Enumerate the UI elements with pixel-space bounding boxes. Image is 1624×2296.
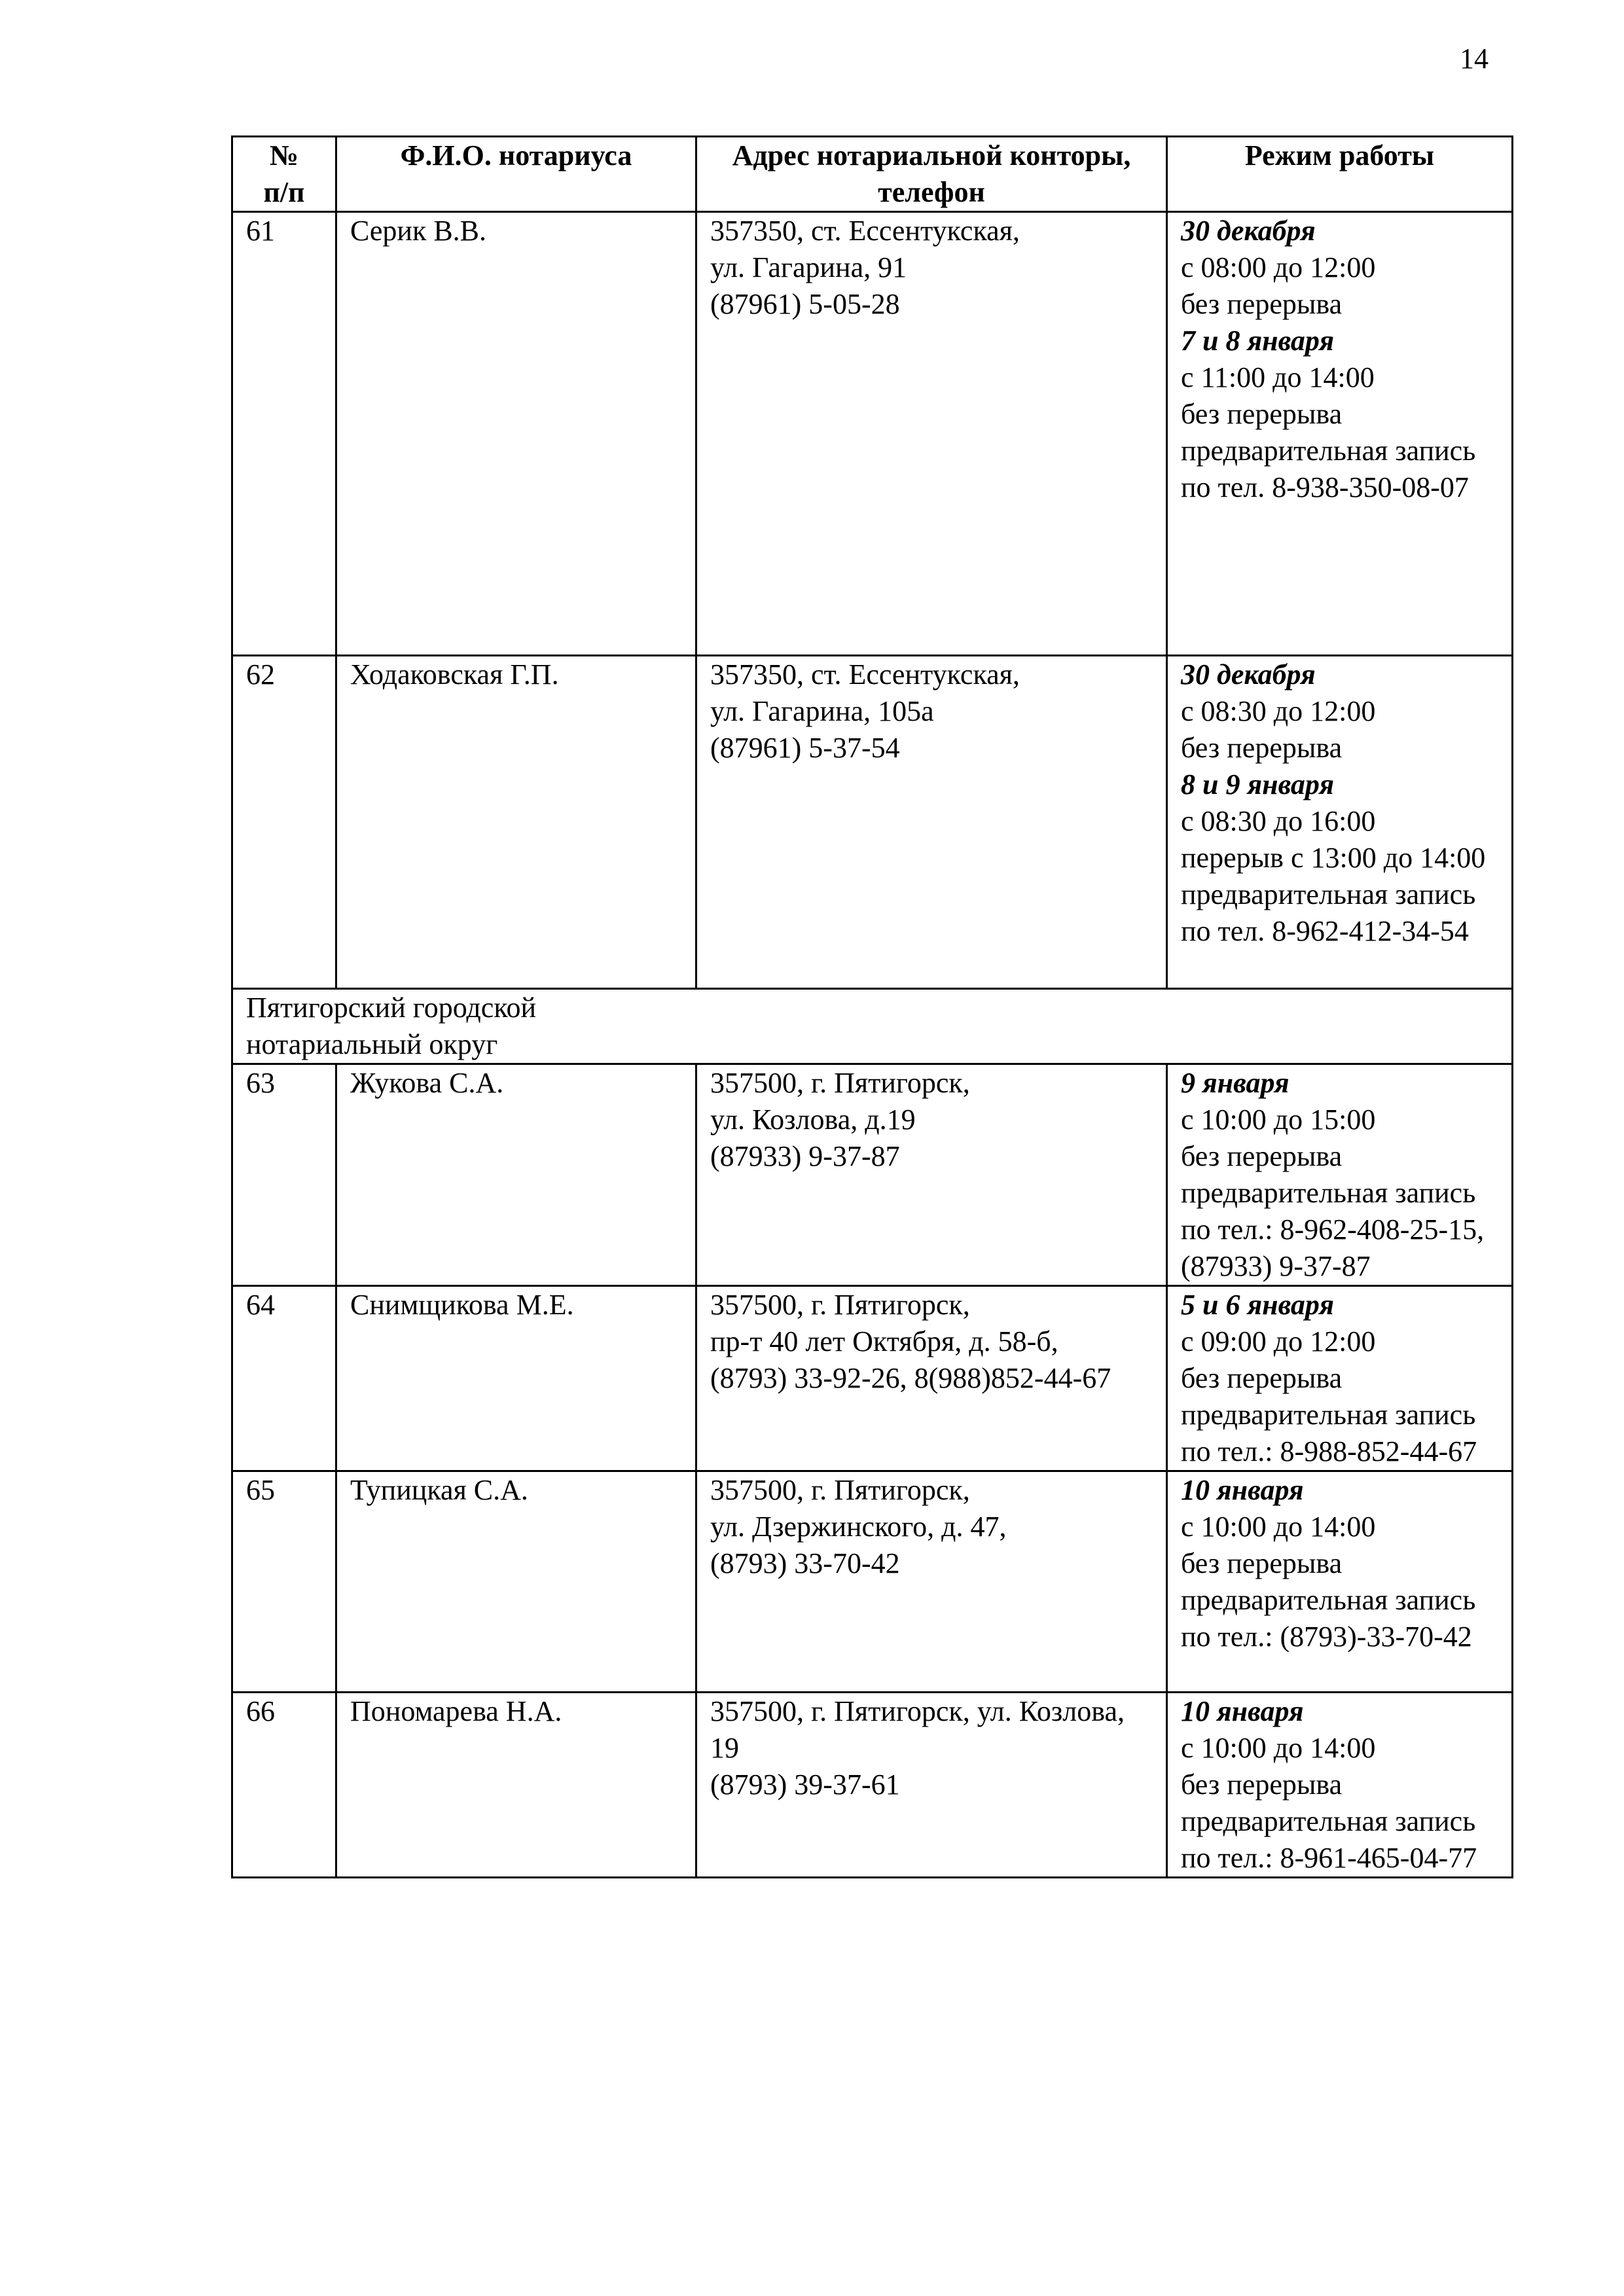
table-body-essentuki [232,212,1513,989]
schedule-date: 9 января [1181,1067,1290,1099]
table-row [232,1471,1513,1693]
schedule-line: по тел.: 8-962-408-25-15, [1181,1213,1485,1246]
address-line: 357350, ст. Ессентукская, [710,658,1020,691]
address-line: 357500, г. Пятигорск, ул. Козлова, [710,1695,1125,1727]
address-line: ул. Козлова, д.19 [710,1103,916,1136]
schedule-line: с 08:00 до 12:00 [1181,251,1376,283]
header-address-line2: телефон [878,176,985,208]
header-schedule-text: Режим работы [1244,139,1435,171]
address-line: 19 [710,1732,739,1764]
schedule-line: без перерыва [1181,398,1343,430]
schedule-line: по тел.: 8-961-465-04-77 [1181,1842,1477,1874]
schedule-line: предварительная запись [1181,435,1476,467]
header-address [696,137,1167,212]
schedule-line: предварительная запись [1181,1177,1476,1209]
table-row [232,1693,1513,1878]
cell-notary-name: Пономарева Н.А. [336,1693,696,1878]
schedule-line: с 11:00 до 14:00 [1181,361,1375,393]
header-number-line2: п/п [263,176,305,208]
schedule-line: предварительная запись [1181,1584,1476,1616]
schedule-line: без перерыва [1181,1140,1343,1172]
table-header-row [232,137,1513,212]
schedule-line: без перерыва [1181,288,1343,320]
header-number [232,137,336,212]
cell-number: 61 [232,212,336,656]
cell-number: 63 [232,1064,336,1286]
address-line: 357500, г. Пятигорск, [710,1067,970,1099]
schedule-date: 7 и 8 января [1181,325,1335,357]
schedule-line: без перерыва [1181,1768,1343,1801]
address-line: (8793) 39-37-61 [710,1768,900,1801]
table-row [232,656,1513,989]
table-row [232,1286,1513,1471]
schedule-line: с 10:00 до 14:00 [1181,1732,1376,1764]
schedule-line: предварительная запись [1181,1805,1476,1837]
schedule-line: с 10:00 до 15:00 [1181,1103,1376,1136]
cell-number: 64 [232,1286,336,1471]
cell-schedule [1167,1693,1513,1878]
schedule-date: 5 и 6 января [1181,1289,1335,1321]
district-heading [232,989,1513,1064]
address-line: 357500, г. Пятигорск, [710,1289,970,1321]
cell-address [696,1693,1167,1878]
district-section [232,989,1513,1064]
schedule-line: по тел. 8-962-412-34-54 [1181,915,1469,947]
cell-notary-name: Серик В.В. [336,212,696,656]
header-schedule [1167,137,1513,212]
address-line: пр-т 40 лет Октября, д. 58-б, [710,1325,1058,1357]
address-line: 357500, г. Пятигорск, [710,1474,970,1506]
schedule-line: предварительная запись [1181,1399,1476,1431]
schedule-line: по тел.: (8793)-33-70-42 [1181,1621,1472,1653]
address-line: ул. Гагарина, 91 [710,251,907,283]
address-line: (87961) 5-05-28 [710,288,900,320]
address-line: (87933) 9-37-87 [710,1140,900,1172]
schedule-date: 30 декабря [1181,215,1316,247]
cell-address [696,1286,1167,1471]
header-address-line1: Адрес нотариальной конторы, [732,139,1131,171]
address-line: 357350, ст. Ессентукская, [710,215,1020,247]
schedule-line: (87933) 9-37-87 [1181,1250,1371,1282]
address-line: ул. Гагарина, 105а [710,695,934,727]
schedule-line: без перерыва [1181,1547,1343,1579]
cell-schedule [1167,1286,1513,1471]
schedule-line: с 08:30 до 16:00 [1181,805,1376,837]
header-name-text: Ф.И.О. нотариуса [400,139,632,171]
cell-schedule [1167,656,1513,989]
cell-number: 66 [232,1693,336,1878]
address-line: ул. Дзержинского, д. 47, [710,1511,1007,1543]
schedule-line: по тел.: 8-988-852-44-67 [1181,1435,1477,1467]
notary-table [231,135,1513,1878]
cell-number: 62 [232,656,336,989]
district-heading-line1: Пятигорский городской [246,992,537,1024]
cell-notary-name: Ходаковская Г.П. [336,656,696,989]
schedule-line: с 10:00 до 14:00 [1181,1511,1376,1543]
cell-schedule [1167,1471,1513,1693]
schedule-line: предварительная запись [1181,878,1476,910]
schedule-date: 10 января [1181,1474,1304,1506]
header-name [336,137,696,212]
page-number: 14 [1460,43,1489,75]
cell-notary-name: Тупицкая С.А. [336,1471,696,1693]
schedule-date: 8 и 9 января [1181,768,1335,800]
cell-address [696,656,1167,989]
schedule-date: 30 декабря [1181,658,1316,691]
cell-notary-name: Снимщикова М.Е. [336,1286,696,1471]
schedule-line: без перерыва [1181,732,1343,764]
cell-address [696,1064,1167,1286]
schedule-date: 10 января [1181,1695,1304,1727]
address-line: (8793) 33-70-42 [710,1547,900,1579]
cell-schedule [1167,212,1513,656]
cell-schedule [1167,1064,1513,1286]
address-line: (8793) 33-92-26, 8(988)852-44-67 [710,1362,1111,1394]
table-row [232,1064,1513,1286]
table-row [232,212,1513,656]
address-line: (87961) 5-37-54 [710,732,900,764]
district-heading-line2: нотариальный округ [246,1028,498,1060]
cell-address [696,212,1167,656]
cell-number: 65 [232,1471,336,1693]
cell-address [696,1471,1167,1693]
schedule-line: без перерыва [1181,1362,1343,1394]
schedule-line: с 08:30 до 12:00 [1181,695,1376,727]
schedule-line: перерыв с 13:00 до 14:00 [1181,842,1486,874]
header-number-line1: № [269,139,299,171]
schedule-line: с 09:00 до 12:00 [1181,1325,1376,1357]
cell-notary-name: Жукова С.А. [336,1064,696,1286]
schedule-line: по тел. 8-938-350-08-07 [1181,471,1469,503]
table-body-pyatigorsk [232,1064,1513,1878]
district-row [232,989,1513,1064]
